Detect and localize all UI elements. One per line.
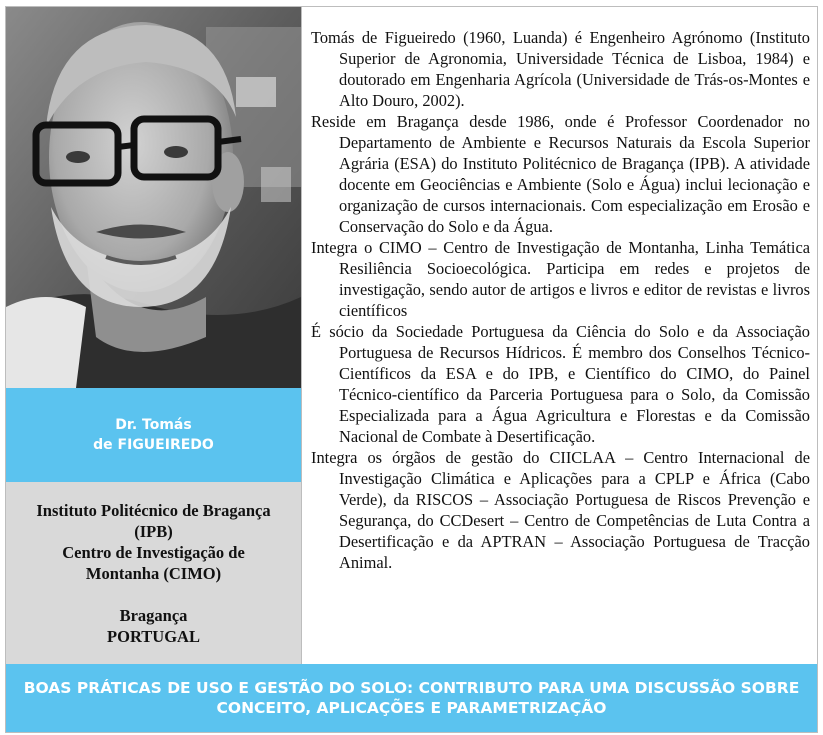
bio-paragraph: Reside em Bragança desde 1986, onde é Professor Coordenador no Departamento de Ambiente e Recursos Naturais da Escola Superior Agrária (ESA) do Instituto Politécnico de Bragança (IPB). A atividade docente em Geociências e Ambiente (Solo e Água) inclui lecionação e organização de cursos internacionais. Com especialização em Erosão e Conservação do Solo e da Água. bbox=[311, 112, 810, 236]
profile-column bbox=[6, 7, 301, 664]
talk-title-banner bbox=[6, 664, 817, 732]
speaker-name-line1: Dr. Tomás bbox=[115, 417, 192, 433]
bio-paragraph: Integra o CIMO – Centro de Investigação de Montanha, Linha Temática Resiliência Socioecológica. Participa em redes e projetos de investigação, sendo autor de artigos e livros e editor de revistas e livros científicos bbox=[311, 238, 810, 320]
affiliation-box bbox=[6, 482, 301, 664]
affiliation-line: Instituto Politécnico de Bragança bbox=[36, 500, 271, 520]
affiliation-line: Montanha (CIMO) bbox=[85, 563, 222, 583]
speaker-name-box bbox=[6, 388, 301, 482]
portrait-image bbox=[6, 7, 301, 388]
bio-paragraph: Tomás de Figueiredo (1960, Luanda) é Engenheiro Agrónomo (Instituto Superior de Agronomia, Universidade Técnica de Lisboa, 1984) e doutorado em Engenharia Agrícola (Universidade de Trás-os-Montes e Alto Douro, 2002). bbox=[311, 28, 810, 110]
affiliation-line: Centro de Investigação de bbox=[62, 542, 245, 562]
bio-paragraph: É sócio da Sociedade Portuguesa da Ciência do Solo e da Associação Portuguesa de Recursos Hídricos. É membro dos Conselhos Técnico-Científicos da ESA e do IPB, e Científico do CIMO, do Painel Técnico-científico da Parceria Portuguesa para o Solo, da Comissão Especializada para a Água Agricultura e Florestas e da Comissão Nacional de Combate à Desertificação. bbox=[311, 322, 810, 446]
speaker-name-line2: de FIGUEIREDO bbox=[93, 437, 214, 453]
biography-text bbox=[311, 27, 810, 573]
column-divider bbox=[301, 7, 302, 664]
portrait-photo bbox=[6, 7, 301, 388]
affiliation-country: PORTUGAL bbox=[107, 626, 200, 646]
bio-paragraph: Integra os órgãos de gestão do CIICLAA – Centro Internacional de Investigação Climática e Aplicações para a CPLP e África (Cabo Verde), da RISCOS – Associação Portuguesa de Riscos Prevenção e Segurança, do CCDesert – Centro de Competências de Luta Contra a Desertificação e da APTRAN – Associação Portuguesa de Tracção Animal. bbox=[311, 448, 810, 572]
talk-title: BOAS PRÁTICAS DE USO E GESTÃO DO SOLO: CONTRIBUTO PARA UMA DISCUSSÃO SOBRE CONCEITO, APLICAÇÕES E PARAMETRIZAÇÃO bbox=[23, 679, 800, 717]
affiliation-line: (IPB) bbox=[134, 521, 173, 541]
affiliation-city: Bragança bbox=[119, 605, 188, 625]
